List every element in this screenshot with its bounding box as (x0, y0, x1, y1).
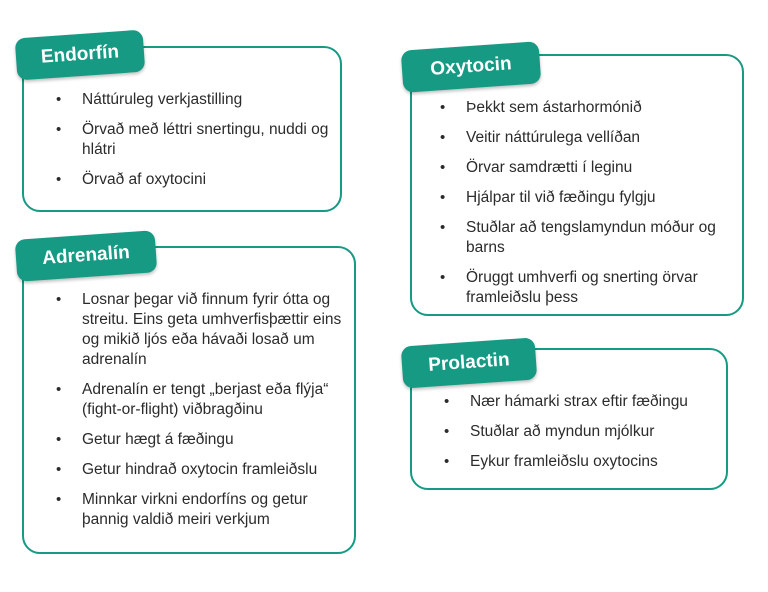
list-item (440, 158, 736, 178)
list-item (444, 392, 724, 412)
list-item-text: Öruggt umhverfi og snerting örvar framleiðslu þess (466, 269, 698, 306)
list-item-text: Örvað af oxytocini (82, 171, 207, 188)
list-item-text: Eykur framleiðslu oxytocins (470, 453, 658, 470)
list-item-text: Örvað með léttri snertingu, nuddi og hlátri (82, 121, 329, 158)
bullet-icon: • (440, 129, 446, 146)
list-item-text: Adrenalín er tengt „berjast eða flýja“ (fight-or-flight) viðbragðinu (82, 381, 329, 418)
adrenalin-title: Adrenalín (15, 230, 158, 282)
list-item-text: Veitir náttúrulega vellíðan (466, 129, 641, 146)
list-item (444, 452, 724, 472)
list-item (56, 170, 336, 190)
list-item (56, 380, 350, 420)
list-item (440, 268, 736, 308)
bullet-icon: • (56, 291, 62, 308)
list-item (440, 128, 736, 148)
list-item-text: Stuðlar að tengslamyndun móður og barns (466, 219, 716, 256)
bullet-icon: • (440, 269, 446, 286)
list-item (56, 460, 350, 480)
list-item (56, 290, 350, 370)
bullet-icon: • (56, 91, 62, 108)
list-item (56, 120, 336, 160)
bullet-icon: • (56, 431, 62, 448)
list-item (56, 90, 336, 110)
bullet-icon: • (56, 461, 62, 478)
list-item-text: Nær hámarki strax eftir fæðingu (470, 393, 688, 410)
bullet-icon: • (440, 189, 446, 206)
list-item-text: Minnkar virkni endorfíns og getur þannig valdið meiri verkjum (82, 491, 308, 528)
list-item-text: Stuðlar að myndun mjólkur (470, 423, 655, 440)
list-item (56, 430, 350, 450)
list-item (440, 98, 736, 118)
list-item (56, 490, 350, 530)
bullet-icon: • (440, 219, 446, 236)
bullet-icon: • (56, 381, 62, 398)
oxytocin-title: Oxytocin (401, 41, 542, 93)
list-item-text: Getur hindrað oxytocin framleiðslu (82, 461, 318, 478)
bullet-icon: • (444, 393, 450, 410)
list-item-text: Þekkt sem ástarhormónið (466, 99, 642, 116)
bullet-icon: • (440, 159, 446, 176)
bullet-icon: • (56, 491, 62, 508)
list-item (440, 218, 736, 258)
list-item-text: Örvar samdrætti í leginu (466, 159, 633, 176)
endorfin-list (56, 90, 336, 200)
bullet-icon: • (440, 99, 446, 116)
prolactin-list (444, 392, 724, 482)
list-item-text: Hjálpar til við fæðingu fylgju (466, 189, 656, 206)
adrenalin-list (56, 290, 350, 540)
prolactin-title: Prolactin (401, 337, 538, 388)
bullet-icon: • (444, 453, 450, 470)
oxytocin-list (440, 98, 736, 318)
list-item (440, 188, 736, 208)
list-item (444, 422, 724, 442)
list-item-text: Losnar þegar við finnum fyrir ótta og streitu. Eins geta umhverfisþættir eins og mikið ljós eða hávaði losað um adrenalín (82, 291, 342, 368)
list-item-text: Getur hægt á fæðingu (82, 431, 234, 448)
bullet-icon: • (444, 423, 450, 440)
bullet-icon: • (56, 121, 62, 138)
list-item-text: Náttúruleg verkjastilling (82, 91, 243, 108)
endorfin-title: Endorfín (15, 30, 146, 81)
bullet-icon: • (56, 171, 62, 188)
